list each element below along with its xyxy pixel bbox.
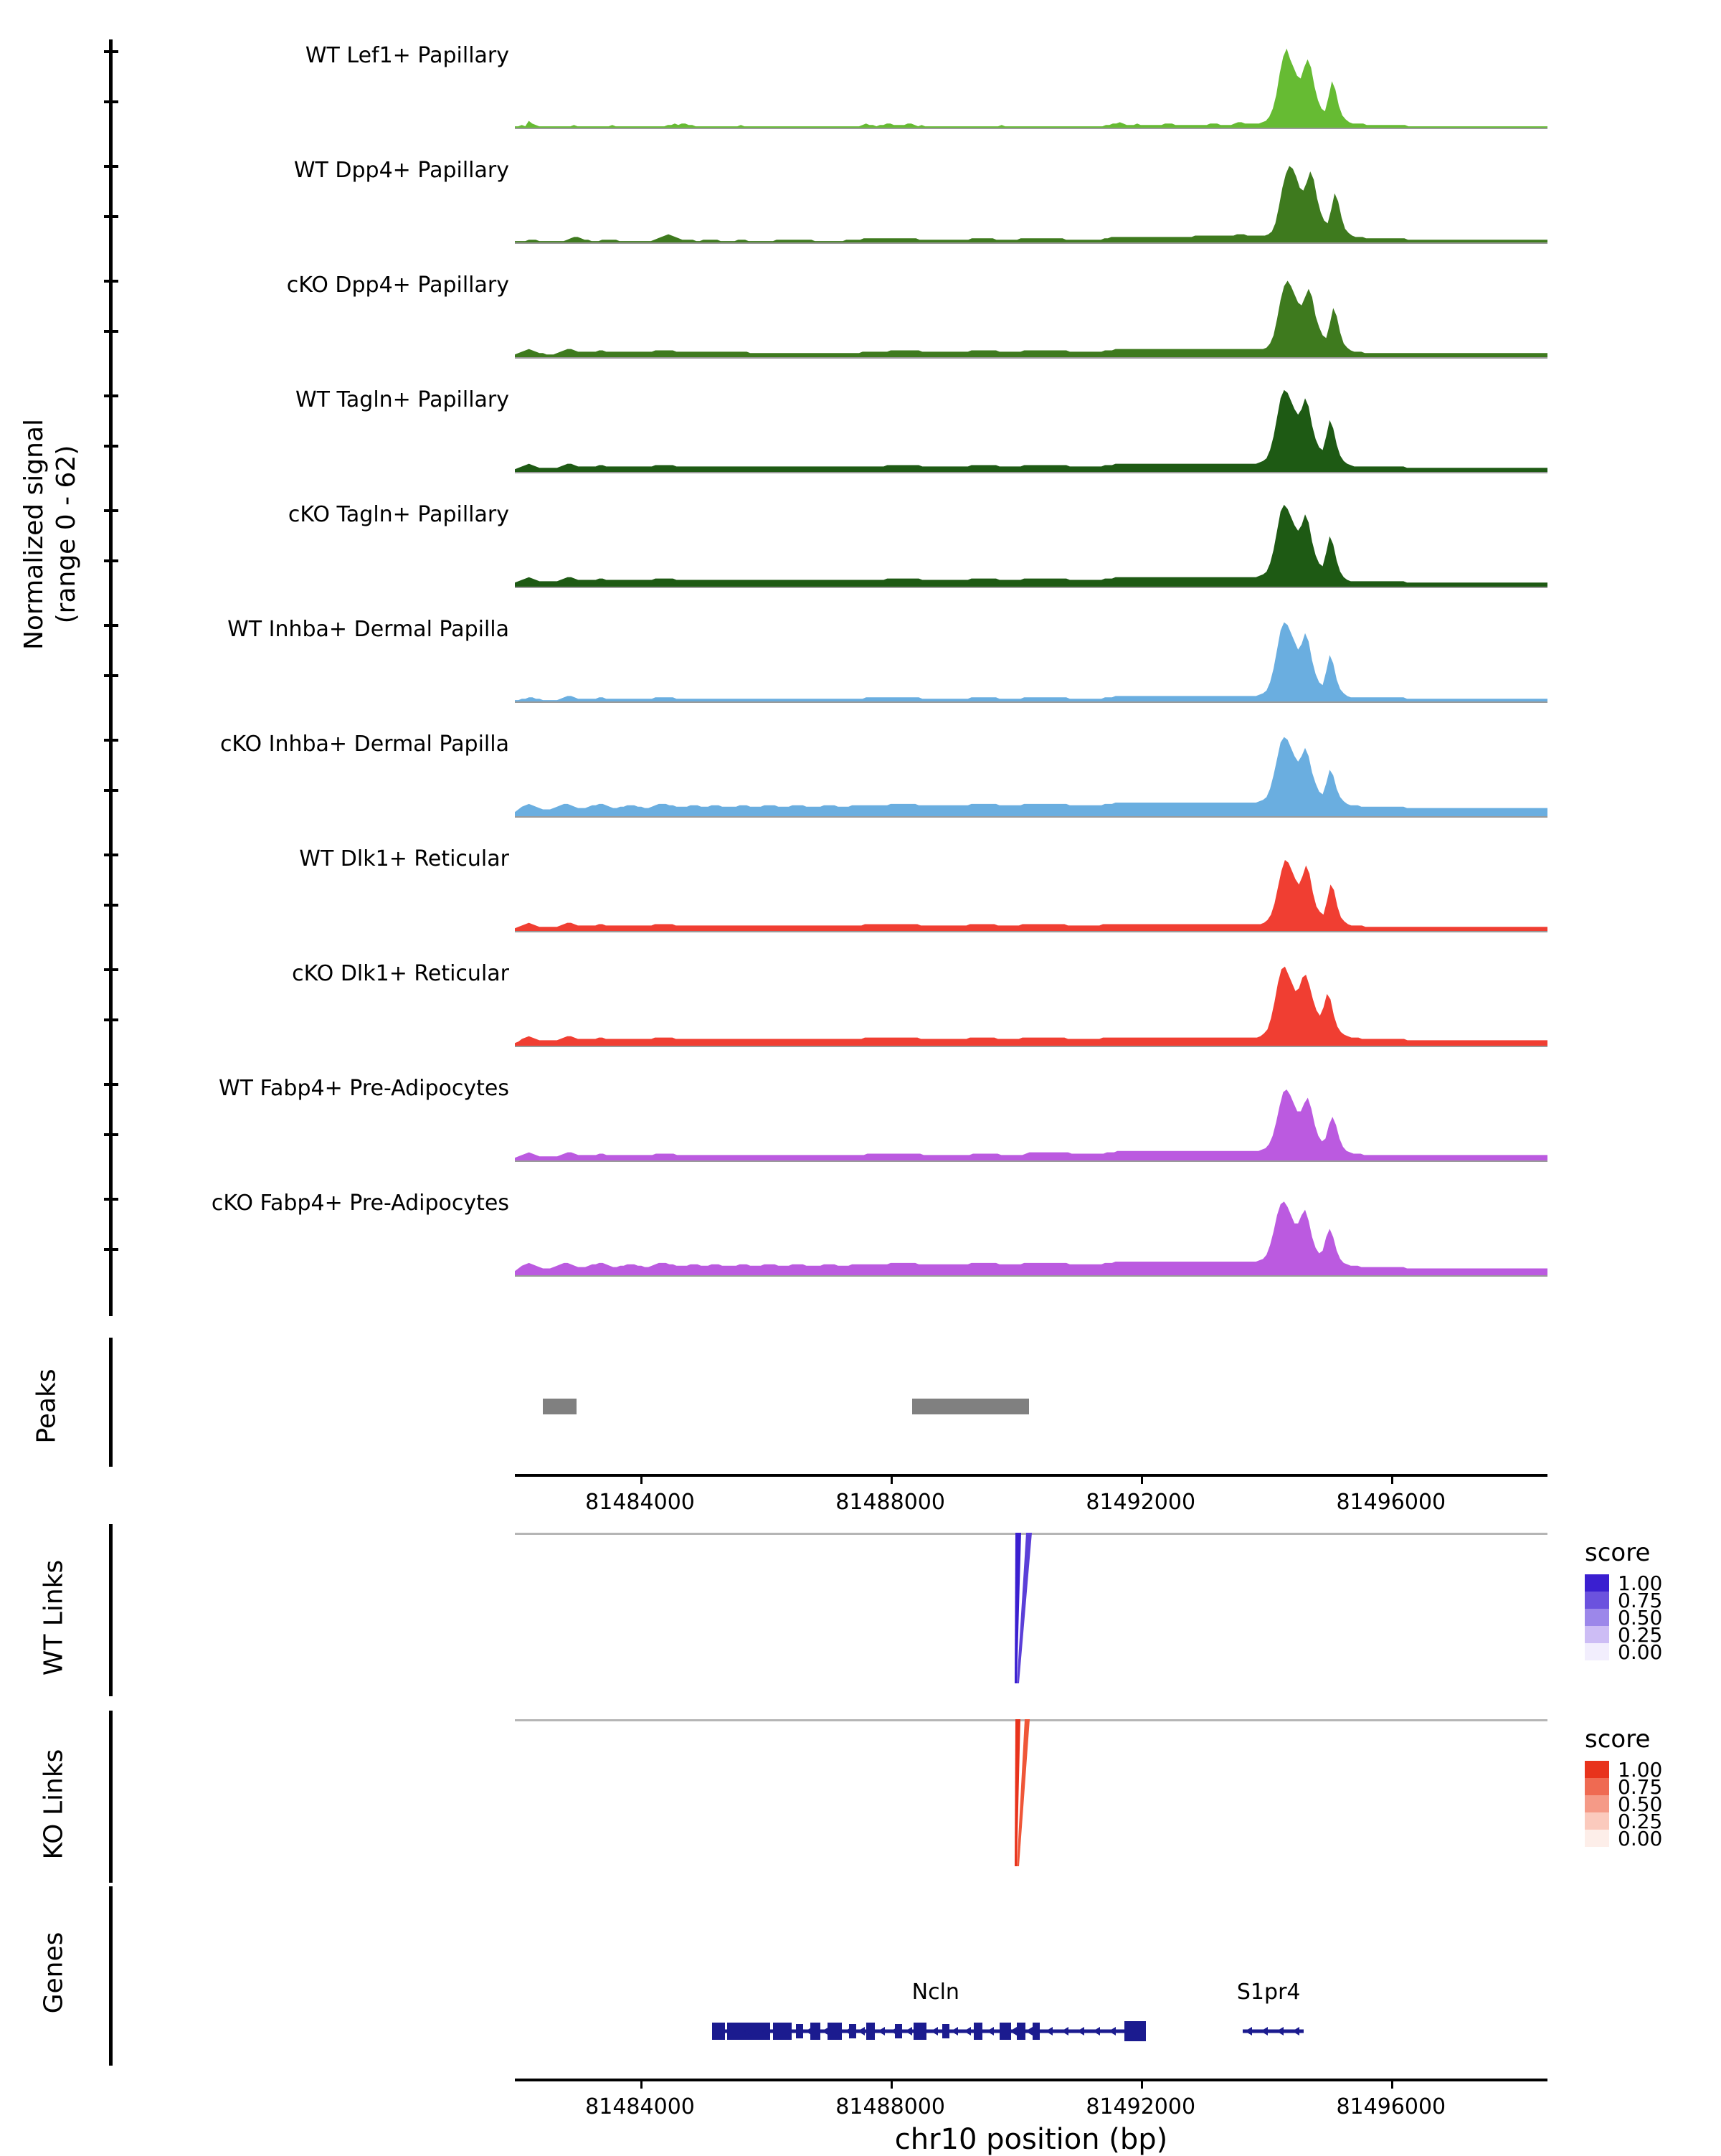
track-baseline xyxy=(515,472,1547,473)
peaks-panel-title: Peaks xyxy=(32,1368,62,1444)
ko-links-arcs xyxy=(515,1719,1547,1891)
signal-track xyxy=(0,961,1721,1063)
legend-row xyxy=(1585,1826,1721,1850)
legend-swatch xyxy=(1585,1812,1609,1830)
x-axis-tick-label: 81492000 xyxy=(1086,2094,1196,2119)
x-axis-tick xyxy=(1391,1475,1393,1484)
ko-links-axis-spine xyxy=(109,1711,113,1883)
legend-swatch xyxy=(1585,1795,1609,1812)
signal-track xyxy=(0,1191,1721,1292)
x-axis-tick xyxy=(1141,1475,1143,1484)
x-axis-tick xyxy=(640,1475,643,1484)
gene-name-label: S1pr4 xyxy=(1236,1980,1301,2005)
gene-name-label: Ncln xyxy=(911,1980,959,2005)
legend-swatch xyxy=(1585,1592,1609,1609)
ko-links-title: KO Links xyxy=(39,1749,69,1860)
y-axis-title-line2: (range 0 - 62) xyxy=(52,445,81,624)
track-baseline xyxy=(515,357,1547,359)
signal-track xyxy=(0,273,1721,374)
ko-legend-title: score xyxy=(1585,1725,1651,1754)
legend-row xyxy=(1585,1640,1721,1664)
track-signal-area xyxy=(515,617,1547,710)
track-signal-area xyxy=(515,1076,1547,1169)
x-axis-tick xyxy=(891,1475,893,1484)
legend-label: 1.00 xyxy=(1618,1757,1663,1782)
x-axis-tick-label: 81496000 xyxy=(1336,2094,1446,2119)
peaks-axis-spine xyxy=(109,1338,113,1467)
legend-label: 0.50 xyxy=(1618,1605,1663,1630)
track-label: cKO Tagln+ Papillary xyxy=(288,502,509,527)
track-baseline xyxy=(515,1160,1547,1162)
legend-swatch xyxy=(1585,1761,1609,1778)
wt-links-title: WT Links xyxy=(39,1559,69,1676)
track-signal-area xyxy=(515,273,1547,366)
track-label: WT Fabp4+ Pre-Adipocytes xyxy=(219,1076,509,1101)
track-label: WT Inhba+ Dermal Papilla xyxy=(227,617,509,642)
gene-models xyxy=(515,2015,1547,2066)
wt-legend-title: score xyxy=(1585,1538,1651,1567)
track-label: WT Dpp4+ Papillary xyxy=(293,158,509,183)
genes-axis-spine xyxy=(109,1886,113,2066)
y-axis-title-line1: Normalized signal xyxy=(19,418,49,651)
track-baseline xyxy=(515,1046,1547,1047)
legend-label: 0.25 xyxy=(1618,1622,1663,1647)
genes-panel-title: Genes xyxy=(39,1932,69,2014)
x-axis-caption: chr10 position (bp) xyxy=(894,2123,1168,2156)
signal-track xyxy=(0,1076,1721,1178)
track-baseline xyxy=(515,816,1547,818)
legend-swatch xyxy=(1585,1574,1609,1592)
track-baseline xyxy=(515,587,1547,588)
track-signal-area xyxy=(515,961,1547,1054)
legend-label: 0.50 xyxy=(1618,1792,1663,1816)
wt-links-arcs xyxy=(515,1533,1547,1705)
signal-track xyxy=(0,158,1721,260)
wt-links-panel xyxy=(0,1524,1721,1703)
ko-links-legend xyxy=(1585,1725,1721,1850)
legend-swatch xyxy=(1585,1830,1609,1847)
x-axis-tick-label: 81488000 xyxy=(835,2094,945,2119)
x-axis-tick-label: 81484000 xyxy=(585,1490,695,1515)
track-signal-area xyxy=(515,43,1547,136)
track-signal-area xyxy=(515,1191,1547,1284)
wt-links-axis-spine xyxy=(109,1524,113,1696)
x-axis-tick xyxy=(891,2080,893,2089)
track-label: cKO Fabp4+ Pre-Adipocytes xyxy=(211,1191,509,1216)
x-axis-tick-label: 81492000 xyxy=(1086,1490,1196,1515)
signal-track xyxy=(0,732,1721,833)
legend-swatch xyxy=(1585,1643,1609,1660)
legend-label: 0.00 xyxy=(1618,1640,1663,1664)
signal-track xyxy=(0,43,1721,145)
signal-track xyxy=(0,502,1721,604)
track-baseline xyxy=(515,931,1547,932)
signal-track xyxy=(0,617,1721,719)
track-baseline xyxy=(515,128,1547,129)
x-axis-tick-label: 81488000 xyxy=(835,1490,945,1515)
track-label: cKO Dpp4+ Papillary xyxy=(286,273,509,298)
track-baseline xyxy=(515,242,1547,244)
track-baseline xyxy=(515,701,1547,703)
track-label: cKO Inhba+ Dermal Papilla xyxy=(219,732,509,757)
genes-panel xyxy=(0,1886,1721,2156)
x-axis-tick xyxy=(640,2080,643,2089)
legend-swatch xyxy=(1585,1609,1609,1626)
track-signal-area xyxy=(515,158,1547,251)
peak-region xyxy=(543,1399,577,1414)
track-signal-area xyxy=(515,732,1547,825)
track-signal-area xyxy=(515,387,1547,481)
x-axis-tick xyxy=(1141,2080,1143,2089)
peak-region xyxy=(912,1399,1029,1414)
track-label: WT Dlk1+ Reticular xyxy=(299,846,509,871)
signal-track xyxy=(0,387,1721,489)
legend-label: 0.25 xyxy=(1618,1809,1663,1833)
x-axis-tick-label: 81496000 xyxy=(1336,1490,1446,1515)
legend-label: 0.75 xyxy=(1618,1774,1663,1799)
peaks-panel xyxy=(0,1330,1721,1515)
track-signal-area xyxy=(515,502,1547,595)
wt-links-legend xyxy=(1585,1538,1721,1664)
track-baseline xyxy=(515,1275,1547,1277)
legend-label: 1.00 xyxy=(1618,1571,1663,1595)
signal-track xyxy=(0,846,1721,948)
legend-label: 0.00 xyxy=(1618,1826,1663,1850)
x-axis-tick xyxy=(1391,2080,1393,2089)
legend-swatch xyxy=(1585,1626,1609,1643)
track-label: cKO Dlk1+ Reticular xyxy=(292,961,509,986)
track-label: WT Lef1+ Papillary xyxy=(305,43,509,68)
x-axis-tick-label: 81484000 xyxy=(585,2094,695,2119)
legend-label: 0.75 xyxy=(1618,1588,1663,1612)
track-label: WT Tagln+ Papillary xyxy=(295,387,509,412)
track-signal-area xyxy=(515,846,1547,940)
ko-links-panel xyxy=(0,1711,1721,1890)
legend-swatch xyxy=(1585,1778,1609,1795)
